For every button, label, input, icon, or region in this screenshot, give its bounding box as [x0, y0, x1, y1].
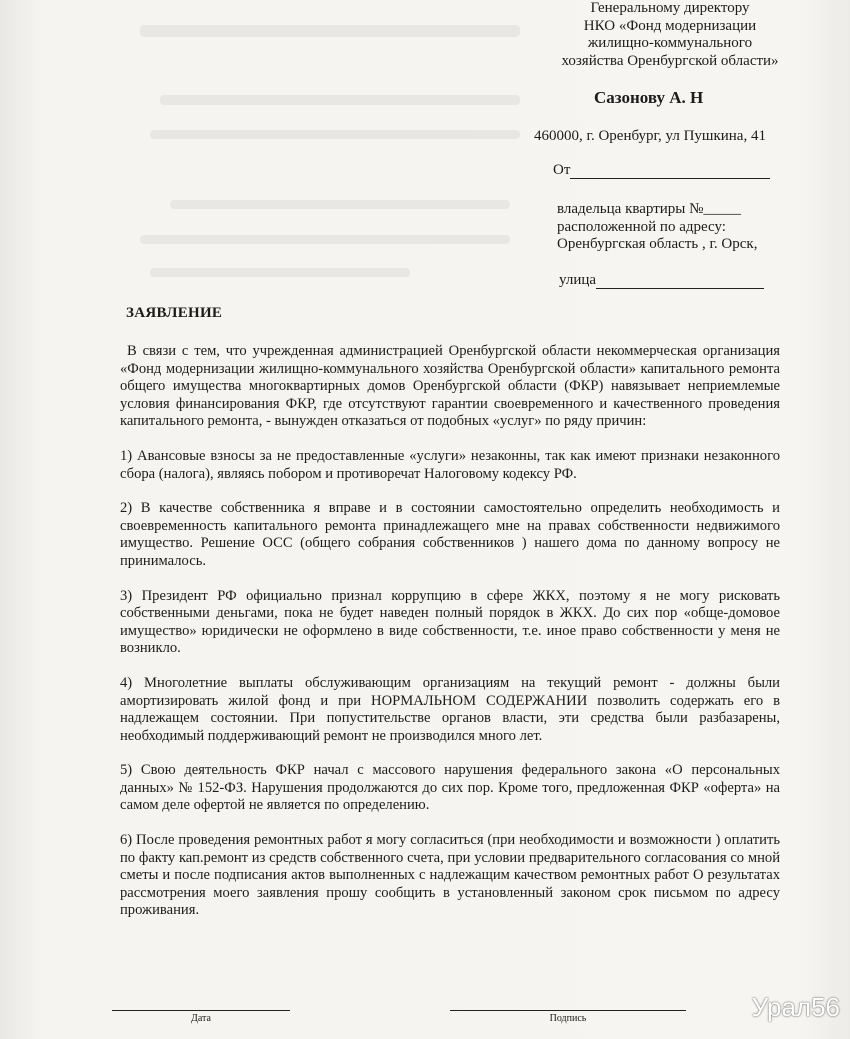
date-label: Дата	[191, 1013, 211, 1024]
addressee-line: хозяйства Оренбургской области»	[561, 52, 779, 69]
addressee-line: Генеральному директору	[590, 0, 750, 16]
street-label: улица	[559, 272, 597, 288]
scan-smudge	[140, 235, 510, 244]
date-line	[112, 1010, 290, 1011]
owner-block	[557, 201, 757, 254]
scan-smudge	[140, 25, 520, 37]
from-field	[553, 162, 770, 179]
intro-paragraph: В связи с тем, что учрежденная администрацией Оренбургской области некоммерческая организация «Фонд модернизации жилищно-коммунального хозяйства Оренбургской области» капитального ремонта общего имущества многоквартирных домов Оренбургской области (ФКР) навязывает неприемлемые условия финансирования ФКР, где отсутствуют гарантии своевременного и качественного проведения капитального ремонта, - вынужден отказаться от подобных «услуг» по ряду причин:	[120, 343, 780, 430]
reason-paragraph: 1) Авансовые взносы за не предоставленные «услуги» незаконны, так как имеют признаки незаконного сбора (налога), являясь побором и противоречат Налоговому кодексу РФ.	[120, 447, 780, 482]
from-label: От	[553, 162, 571, 178]
sign-label: Подпись	[549, 1013, 587, 1024]
watermark-logo: Урал56	[751, 992, 840, 1022]
scan-smudge	[170, 200, 510, 209]
from-blank	[570, 164, 770, 179]
date-signature-field	[112, 1010, 290, 1024]
reason-paragraph: 5) Свою деятельность ФКР начал с массового нарушения федерального закона «О персональных данных» № 152-ФЗ. Нарушения продолжаются до сих пор. Кроме того, предложенная ФКР «оферта» на самом деле офертой не является по определению.	[120, 762, 780, 814]
sign-line	[450, 1010, 686, 1011]
document-body	[120, 343, 780, 937]
reason-paragraph: 2) В качестве собственника я вправе и в состоянии самостоятельно определить необходимость и своевременность капитального ремонта принадлежащего мне на правах собственности недвижимого имущество. Решение ОСС (общего собрания собственников ) нашего дома по данному вопросу не принималось.	[120, 500, 780, 569]
addressee-block	[520, 0, 820, 70]
scan-smudge	[160, 95, 520, 105]
scan-smudge	[150, 130, 520, 139]
sign-signature-field	[450, 1010, 686, 1024]
reason-paragraph: 4) Многолетние выплаты обслуживающим организациям на текущий ремонт - должны были амортизировать жилой фонд и при НОРМАЛЬНОМ СОДЕРЖАНИИ позволить содержать его в надлежащем состоянии. При попустительстве органов власти, эти средства были разбазарены, необходимый поддерживающий ремонт не производился много лет.	[120, 674, 780, 744]
owner-line: владельца квартиры №_____	[557, 201, 741, 217]
scan-smudge	[150, 268, 410, 277]
document-title: ЗАЯВЛЕНИЕ	[126, 305, 223, 321]
street-field	[559, 272, 764, 289]
addressee-name: Сазонову А. Н	[594, 88, 704, 107]
street-blank	[596, 274, 764, 289]
region-line: Оренбургская область , г. Орск,	[557, 236, 758, 252]
reason-paragraph: 3) Президент РФ официально признал коррупцию в сфере ЖКХ, поэтому я не могу рисковать собственными деньгами, пока не будет наведен полный порядок в ЖКХ. До сих пор «обще-домовое имущество» юридически не оформлено в виде собственности, т.е. иное право собственности у меня не возникло.	[120, 587, 780, 657]
addressee-line: жилищно-коммунального	[587, 35, 753, 51]
located-line: расположенной по адресу:	[557, 218, 726, 235]
addressee-address: 460000, г. Оренбург, ул Пушкина, 41	[534, 128, 766, 144]
addressee-line: НКО «Фонд модернизации	[583, 17, 757, 34]
reason-paragraph: 6) После проведения ремонтных работ я могу согласиться (при необходимости и возможности ) оплатить по факту кап.ремонт из средств собственного счета, при условии предварительного согласования со мной сметы и после подписания актов выполненных с надлежащим качеством ремонтных работ О результатах рассмотрения моего заявления прошу сообщить в установленный законом срок письмом по адресу проживания.	[120, 832, 780, 919]
